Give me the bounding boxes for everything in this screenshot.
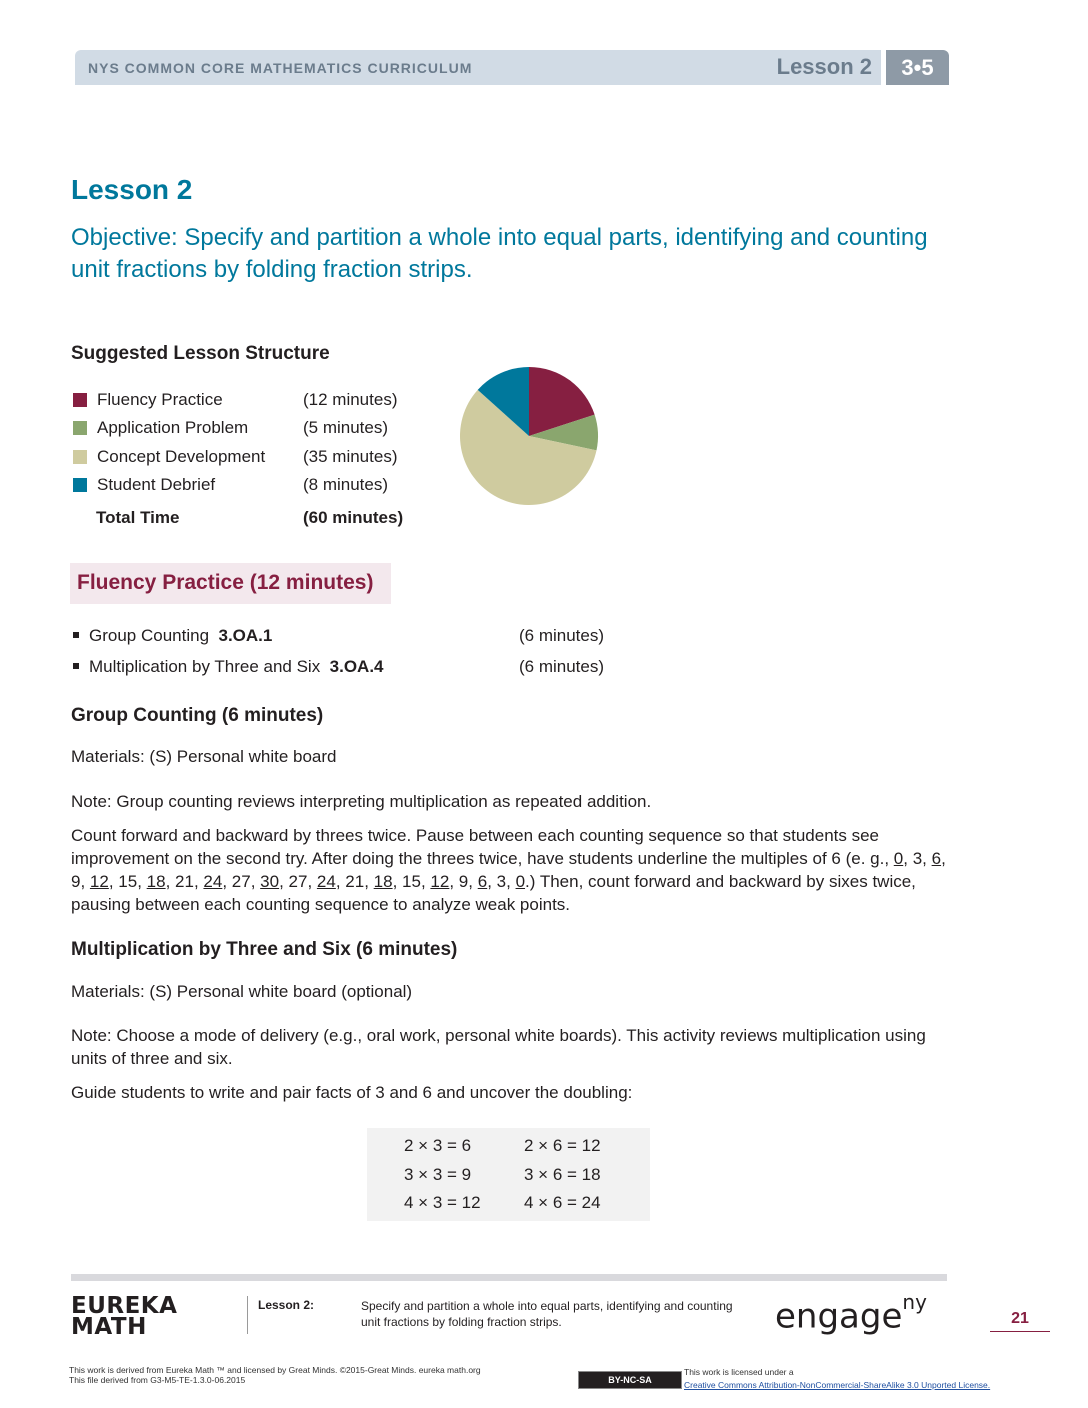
structure-item-time: (5 minutes) — [303, 418, 389, 437]
fact-six: 3 × 6 = 18 — [524, 1165, 601, 1184]
engageny-logo — [775, 1290, 927, 1337]
group-counting-heading: Group Counting (6 minutes) — [71, 705, 324, 726]
fact-three: 2 × 3 = 6 — [404, 1136, 472, 1155]
structure-item-label: Fluency Practice — [97, 390, 223, 409]
structure-heading: Suggested Lesson Structure — [71, 343, 330, 364]
sequence-number: 12 — [430, 872, 450, 891]
sequence-number: 21 — [175, 872, 194, 891]
fluency-item-time: (6 minutes) — [519, 657, 605, 676]
footer-description: Specify and partition a whole into equal parts, identifying and counting unit fractions by folding fraction strips. — [361, 1299, 733, 1329]
fact-three: 3 × 3 = 9 — [404, 1165, 472, 1184]
multiplication-guide: Guide students to write and pair facts of 3 and 6 and uncover the doubling: — [71, 1083, 633, 1102]
sequence-number: 6 — [477, 872, 488, 891]
counting-sequence: 0, 3, 6, 9, 12, 15, 18, 21, 24, 27, 30, 27, 24, 21, 18, 15, 12, 9, 6, 3, 0 — [71, 849, 946, 891]
logo-line: EUREKA — [71, 1293, 178, 1319]
structure-item-label: Concept Development — [97, 447, 266, 466]
header-lesson-label: Lesson 2 — [776, 54, 872, 79]
logo-line: MATH — [71, 1314, 147, 1340]
group-counting-note: Note: Group counting reviews interpreting multiplication as repeated addition. — [71, 792, 652, 811]
fact-six: 4 × 6 = 24 — [524, 1193, 601, 1212]
fluency-heading: Fluency Practice (12 minutes) — [77, 571, 374, 594]
sequence-number: 9 — [458, 872, 469, 891]
fluency-item — [73, 626, 272, 646]
lesson-title: Lesson 2 — [71, 174, 193, 205]
standard-code: 3.OA.1 — [218, 626, 273, 645]
sequence-prefix: (e. g., — [845, 849, 894, 868]
fine-print — [69, 1365, 481, 1385]
license-link[interactable]: Creative Commons Attribution-NonCommercial-ShareAlike 3.0 Unported License. — [684, 1380, 991, 1390]
sequence-number: 18 — [146, 872, 166, 891]
curriculum-title: NYS COMMON CORE MATHEMATICS CURRICULUM — [88, 60, 473, 76]
sequence-number: 30 — [260, 872, 280, 891]
multiplication-materials: Materials: (S) Personal white board (optional) — [71, 982, 413, 1001]
structure-item-time: (35 minutes) — [303, 447, 398, 466]
standard-code: 3.OA.4 — [329, 657, 384, 676]
fluency-item — [73, 657, 384, 677]
sequence-number: 15 — [118, 872, 138, 891]
eureka-math-logo — [71, 1293, 178, 1340]
lesson-time-pie-chart — [455, 362, 603, 510]
logo-text: engage — [775, 1296, 903, 1337]
fine-print-line: This work is derived from Eureka Math ™ and licensed by Great Minds. ©2015-Great Minds. eureka math.org — [69, 1365, 481, 1375]
group-counting-intro: Count forward and backward by threes twice. Pause between each counting sequence so that students see improvement on the second try. After doing the threes twice, have students underline the multiples of 6 — [71, 826, 879, 868]
legend-swatch — [73, 450, 87, 464]
sequence-number: 24 — [316, 872, 336, 891]
sequence-number: 27 — [231, 872, 251, 891]
group-counting-body — [71, 824, 951, 916]
page-number: 21 — [1011, 1310, 1029, 1327]
bullet-icon — [73, 632, 79, 638]
license-text: This work is licensed under a — [684, 1367, 794, 1377]
legend-swatch — [73, 421, 87, 435]
fluency-item-label: Group Counting — [89, 626, 210, 645]
cc-license-badge[interactable]: BY-NC-SA — [578, 1371, 682, 1389]
structure-item-time: (8 minutes) — [303, 475, 389, 494]
footer-lesson-label: Lesson 2: — [258, 1298, 315, 1312]
footer-rule — [71, 1274, 947, 1281]
total-time-label: Total Time — [96, 508, 180, 527]
lesson-objective: Objective: Specify and partition a whole into equal parts, identifying and counting unit fractions by folding fraction strips. — [71, 224, 928, 283]
multiplication-note: Note: Choose a mode of delivery (e.g., oral work, personal white boards). This activity reviews multiplication using units of three and six. — [71, 1026, 926, 1068]
sequence-number: 21 — [345, 872, 365, 891]
fine-print-line: This file derived from G3-M5-TE-1.3.0-06.2015 — [69, 1375, 246, 1385]
structure-item-label: Application Problem — [97, 418, 249, 437]
fluency-item-time: (6 minutes) — [519, 626, 605, 645]
logo-sup: ny — [902, 1290, 927, 1314]
legend-swatch — [73, 478, 87, 492]
sequence-number: 0 — [893, 849, 904, 868]
sequence-number: 12 — [89, 872, 109, 891]
sequence-number: 9 — [71, 872, 81, 891]
fact-three: 4 × 3 = 12 — [404, 1193, 481, 1212]
sequence-number: 27 — [288, 872, 308, 891]
sequence-number: 15 — [402, 872, 421, 891]
sequence-number: 24 — [203, 872, 223, 891]
total-time-value: (60 minutes) — [303, 508, 404, 527]
bullet-icon — [73, 663, 79, 669]
structure-item-time: (12 minutes) — [303, 390, 398, 409]
fact-six: 2 × 6 = 12 — [524, 1136, 601, 1155]
legend-swatch — [73, 393, 87, 407]
multiplication-heading: Multiplication by Three and Six (6 minutes) — [71, 939, 458, 960]
sequence-number: 3 — [496, 872, 507, 891]
sequence-number: 18 — [373, 872, 393, 891]
page-number-rule — [990, 1331, 1050, 1332]
group-counting-materials: Materials: (S) Personal white board — [71, 747, 337, 766]
fluency-item-label: Multiplication by Three and Six — [89, 657, 321, 676]
sequence-number: 3 — [912, 849, 923, 868]
module-badge: 3•5 — [886, 50, 949, 85]
footer-divider — [247, 1296, 248, 1334]
sequence-number: 6 — [931, 849, 942, 868]
structure-item-label: Student Debrief — [97, 475, 216, 494]
sequence-suffix: .) Then, count forward and backward by sixes twice, pausing between each counting sequence to analyze weak points. — [71, 872, 916, 914]
sequence-number: 0 — [515, 872, 526, 891]
